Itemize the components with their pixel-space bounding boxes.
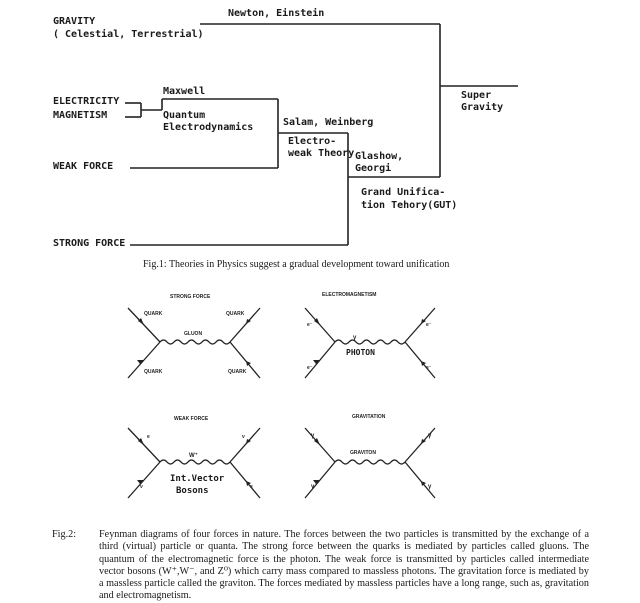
super-gravity-line1: Super	[461, 90, 492, 101]
glashow-label-line1: Glashow,	[355, 151, 404, 162]
electron-label: e⁻	[426, 365, 432, 371]
fig2-caption-label: Fig.2:	[52, 529, 77, 540]
gut-label-line1: Grand Unifica-	[361, 187, 446, 198]
strong-force-label: STRONG FORCE	[53, 238, 126, 249]
quark-label: QUARK	[144, 311, 163, 317]
bosons-label: Bosons	[176, 486, 209, 496]
fig1-caption: Fig.1: Theories in Physics suggest a gradual development toward unification	[143, 259, 450, 270]
gut-label-line2: tion Tehory(GUT)	[361, 200, 458, 211]
gravity-label: GRAVITY	[53, 16, 96, 27]
gravity-sublabel: ( Celestial, Terrestrial)	[53, 29, 204, 40]
strong-force-title: STRONG FORCE	[170, 294, 211, 300]
graviton-label: GRAVITON	[350, 450, 376, 456]
electroweak-label-line1: Electro-	[288, 136, 337, 147]
gamma-label: γ	[353, 335, 357, 341]
maxwell-label: Maxwell	[163, 86, 206, 97]
int-vector-label: Int.Vector	[170, 474, 225, 484]
gravitation-title: GRAVITATION	[352, 414, 386, 420]
particle-label: ν	[140, 484, 143, 490]
strong-force-diagram	[128, 308, 260, 378]
particle-label: e	[250, 484, 253, 490]
w-boson-label: W⁺	[189, 453, 198, 459]
electroweak-label-line2: weak Theory	[288, 148, 355, 159]
glashow-label-line2: Georgi	[355, 163, 392, 174]
electricity-label: ELECTRICITY	[53, 96, 120, 107]
electron-label: e⁻	[307, 365, 313, 371]
salam-weinberg-label: Salam, Weinberg	[283, 117, 374, 128]
gamma-label: γ	[311, 484, 315, 490]
electron-label: e⁻	[307, 322, 313, 328]
qed-label-line1: Quantum	[163, 110, 206, 121]
electron-label: e⁻	[426, 322, 432, 328]
gravitation-diagram	[305, 428, 435, 498]
weak-force-title: WEAK FORCE	[174, 416, 209, 422]
gluon-label: GLUON	[184, 331, 203, 337]
particle-label: ν	[242, 434, 245, 440]
qed-label-line2: Electrodynamics	[163, 122, 254, 133]
newton-einstein-label: Newton, Einstein	[228, 8, 325, 19]
photon-label: PHOTON	[346, 348, 375, 357]
electromagnetism-diagram	[305, 308, 435, 378]
quark-label: QUARK	[144, 369, 163, 375]
weak-force-label: WEAK FORCE	[53, 161, 114, 172]
magnetism-label: MAGNETISM	[53, 110, 108, 121]
quark-label: QUARK	[228, 369, 247, 375]
electromagnetism-title: ELECTROMAGNETISM	[322, 292, 377, 298]
super-gravity-line2: Gravity	[461, 102, 504, 113]
quark-label: QUARK	[226, 311, 245, 317]
gamma-label: γ	[428, 484, 432, 490]
particle-label: e	[147, 434, 150, 440]
gamma-label: γ	[311, 433, 315, 439]
gamma-label: γ	[428, 433, 432, 439]
fig2-caption-text: Feynman diagrams of four forces in nature. The forces between the two particles is transmitted by the exchange of a third (virtual) particle or quanta. The strong force between the quarks is mediated by particles called gluons. The quantum of the electromagnetic force is the photon. The weak force is transmitted by particles called intermediate vector bosons (W⁺,W⁻, and Z⁰) which carry mass compared to massless photons. The gravitation force is mediated by a massless particle called the graviton. The forces mediated by massless particles have a long range, such as, gravitation and electromagnetism.	[99, 529, 589, 602]
